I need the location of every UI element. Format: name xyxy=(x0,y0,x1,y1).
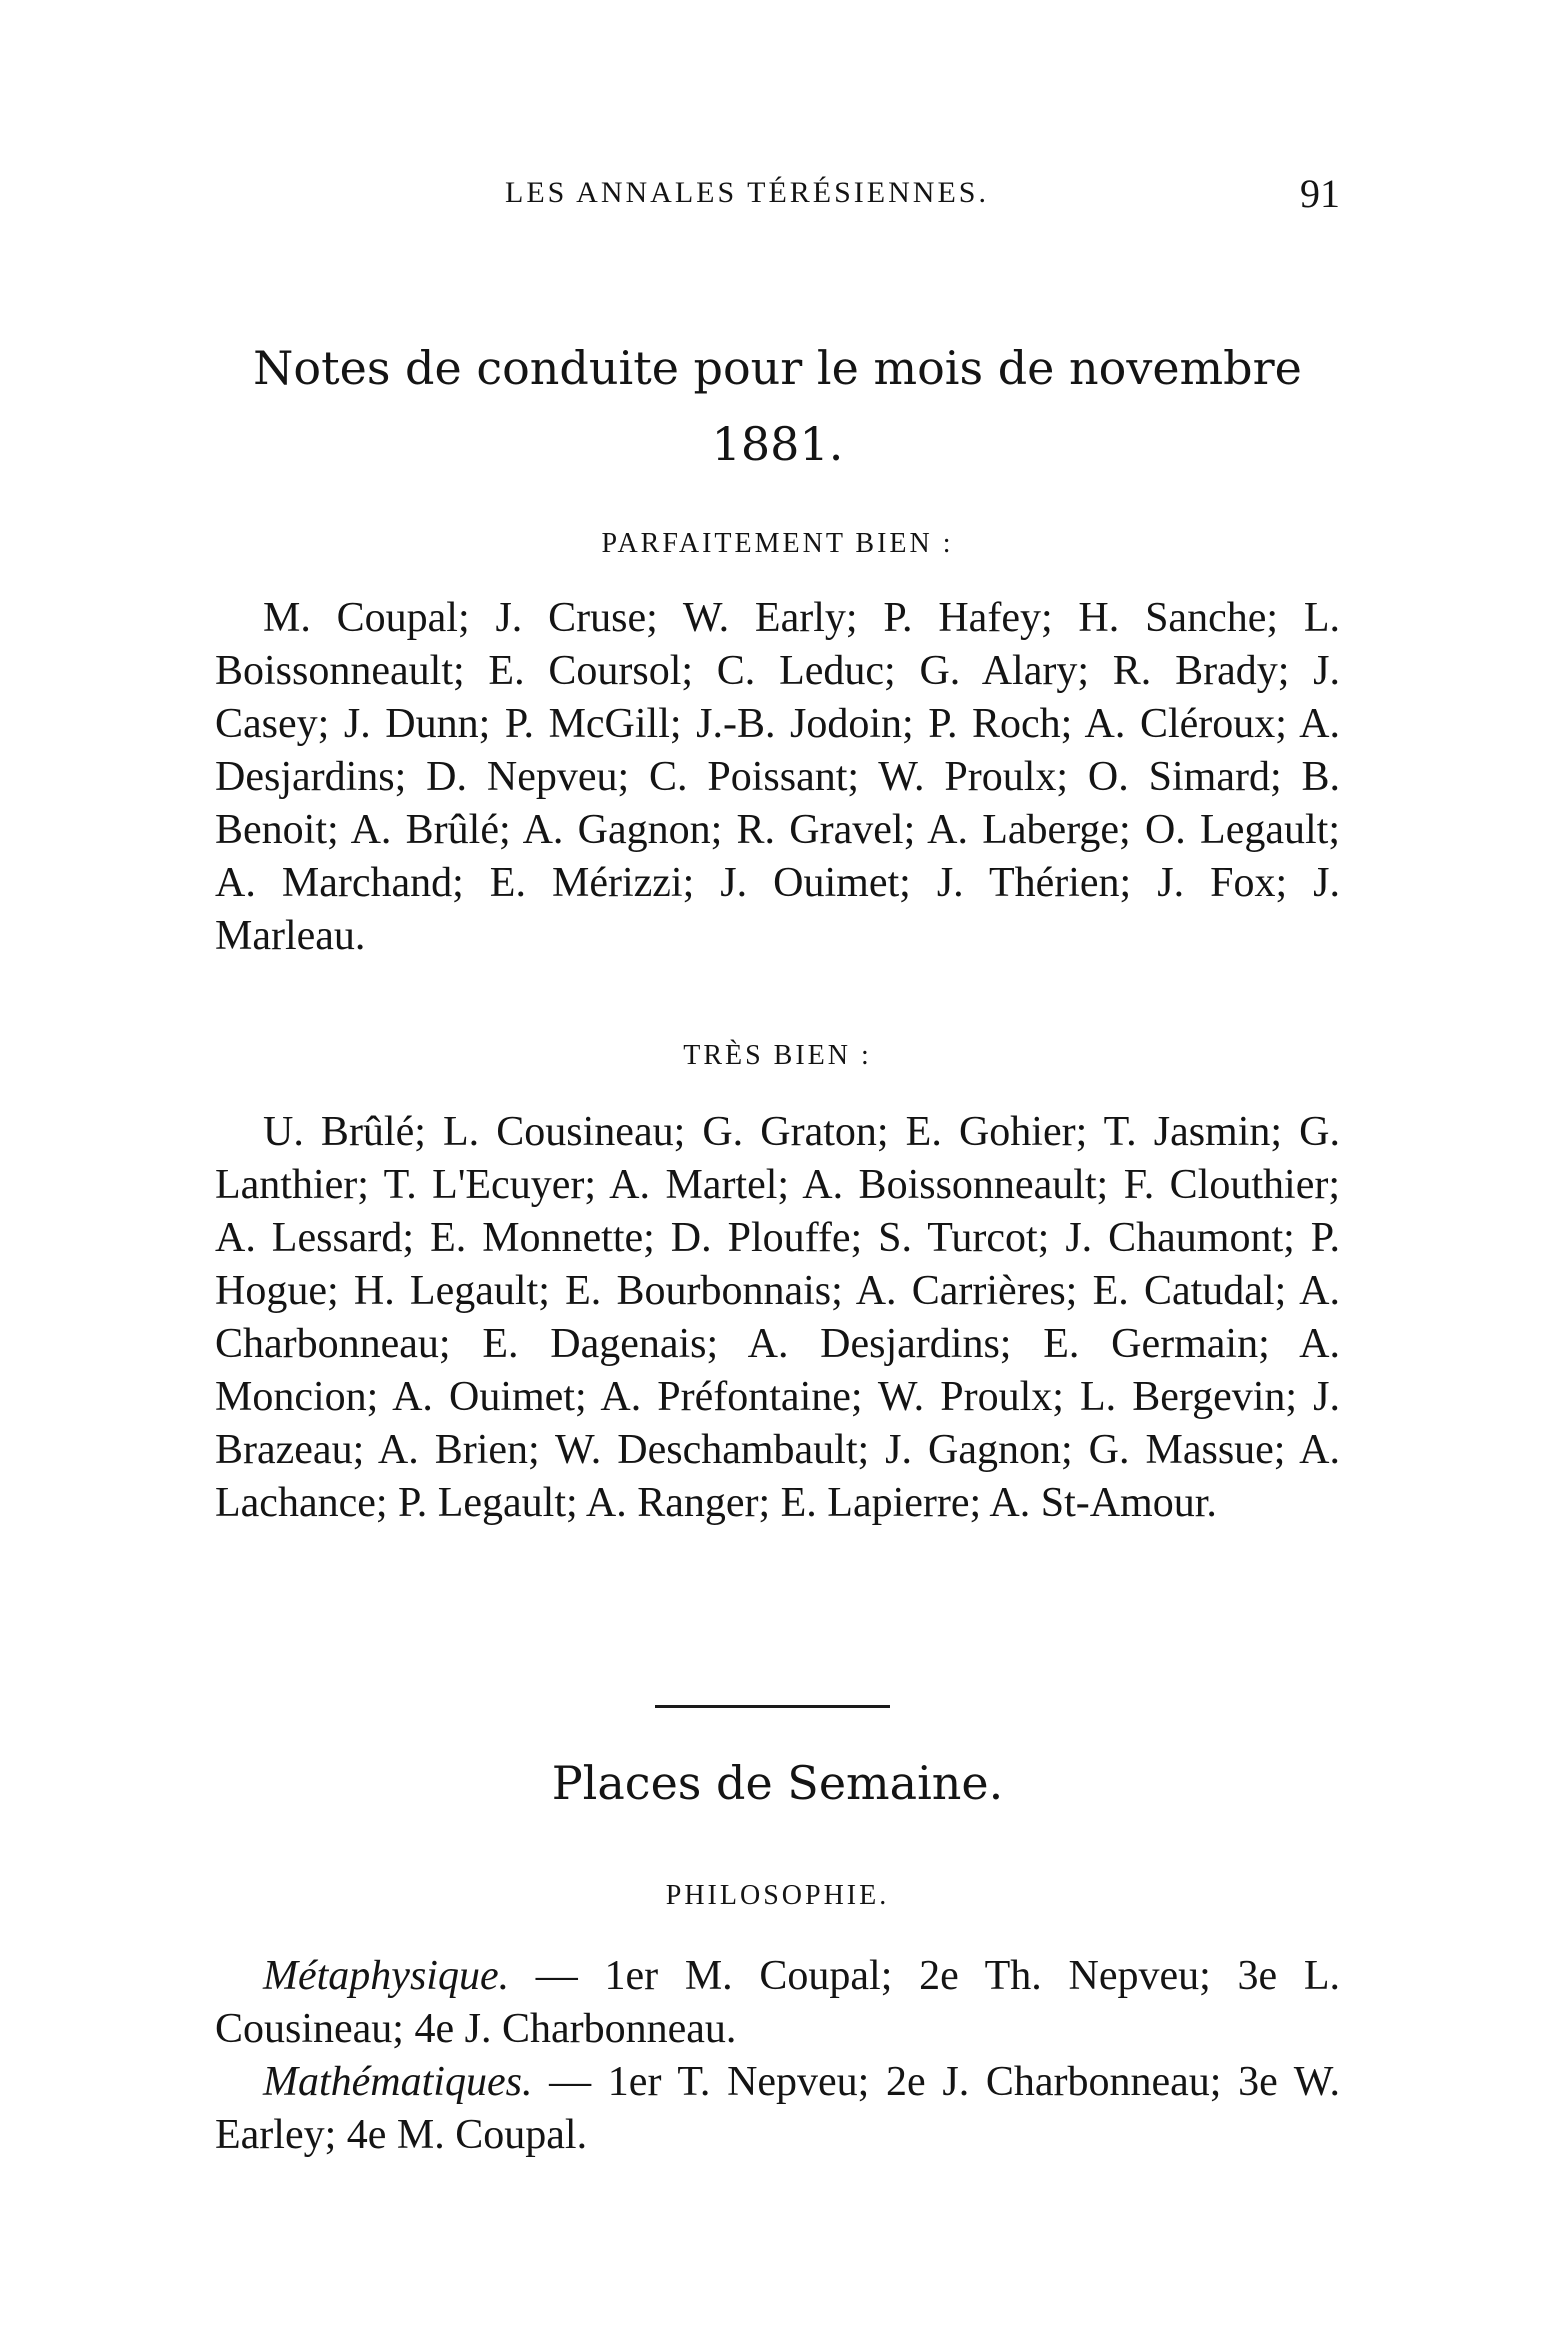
places-heading: Places de Semaine. xyxy=(551,1756,1004,1810)
page-number: 91 xyxy=(1300,171,1340,216)
parfaitement-bien-label: PARFAITEMENT BIEN : xyxy=(601,528,954,559)
running-head xyxy=(215,170,1340,230)
ranking-entry-metaphysique xyxy=(215,1950,1340,2056)
tres-bien-label: TRÈS BIEN : xyxy=(683,1040,872,1071)
ranking-entry-mathematiques xyxy=(215,2056,1340,2162)
ranking-text: — 1er T. Nepveu; 2e J. Charbonneau; 3e W. Earley; 4e M. Coupal. xyxy=(215,2059,1340,2158)
running-title: LES ANNALES TÉRÉSIENNES. xyxy=(505,176,989,209)
ranking-text: — 1er M. Coupal; 2e Th. Nepveu; 3e L. Cousineau; 4e J. Charbonneau. xyxy=(215,1953,1340,2052)
subject-name: Mathématiques. xyxy=(263,2059,533,2105)
subject-name: Métaphysique. xyxy=(263,1953,510,1999)
tres-bien-names: U. Brûlé; L. Cousineau; G. Graton; E. Gohier; T. Jasmin; G. Lanthier; T. L'Ecuyer; A. Martel; A. Boissonneault; F. Clouthier; A. Lessard; E. Monnette; D. Plouffe; S. Turcot; J. Chaumont; P. Hogue; H. Legault; E. Bourbonnais; A. Carrières; E. Catudal; A. Charbonneau; E. Dagenais; A. Desjardins; E. Germain; A. Moncion; A. Ouimet; A. Préfontaine; W. Proulx; L. Bergevin; J. Brazeau; A. Brien; W. Deschambault; J. Gagnon; G. Massue; A. Lachance; P. Legault; A. Ranger; E. Lapierre; A. St-Amour. xyxy=(215,1109,1340,1526)
section-divider xyxy=(655,1705,890,1708)
philosophie-label: PHILOSOPHIE. xyxy=(665,1880,890,1911)
conduct-heading: Notes de conduite pour le mois de novembre 1881. xyxy=(253,341,1302,471)
parfaitement-bien-names: M. Coupal; J. Cruse; W. Early; P. Hafey; H. Sanche; L. Boissonneault; E. Coursol; C. Leduc; G. Alary; R. Brady; J. Casey; J. Dunn; P. McGill; J.-B. Jodoin; P. Roch; A. Cléroux; A. Desjardins; D. Nepveu; C. Poissant; W. Proulx; O. Simard; B. Benoit; A. Brûlé; A. Gagnon; R. Gravel; A. Laberge; O. Legault; A. Marchand; E. Mérizzi; J. Ouimet; J. Thérien; J. Fox; J. Marleau. xyxy=(215,595,1340,959)
